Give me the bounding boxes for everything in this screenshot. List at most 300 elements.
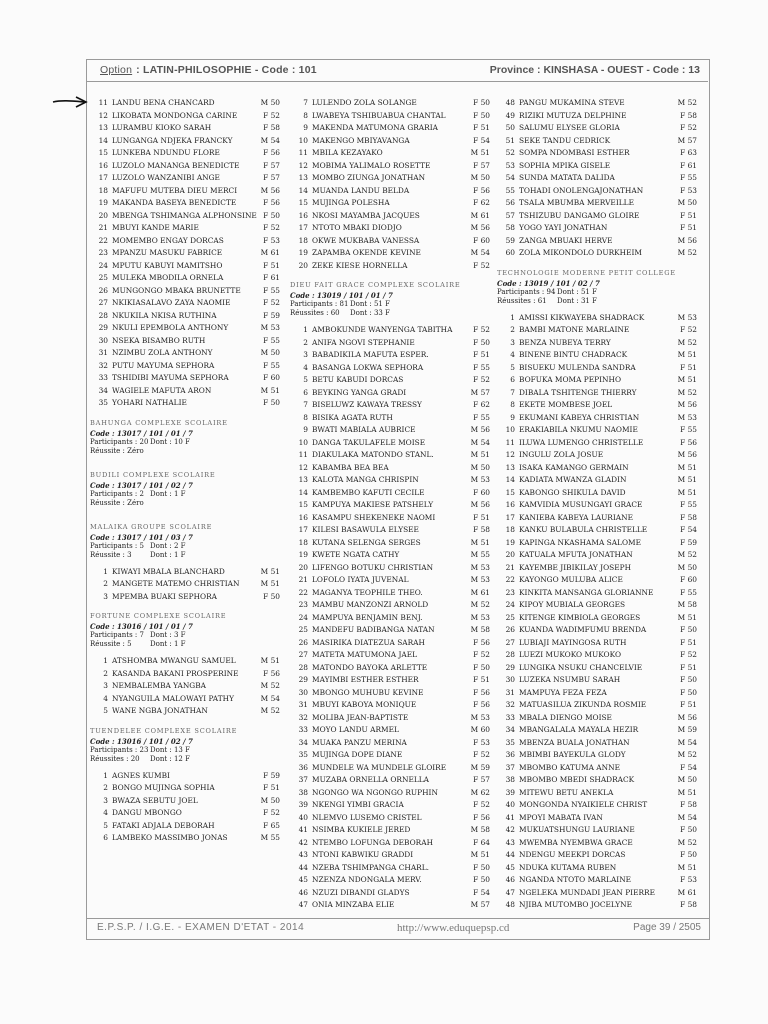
candidate-sex-score [473,135,490,148]
candidate-number: 35 [98,398,108,407]
candidate-sex: M [677,135,686,145]
candidate-sex: F [263,668,269,678]
candidate-sex-score [678,312,697,325]
candidate-name: BEYKING YANGA GRADI [312,387,407,397]
candidate-name: KANIEBA KABEYA LAURIANE [519,512,633,522]
candidate-sex-score [473,122,490,135]
candidate-row [497,724,697,737]
candidate-sex: F [473,325,479,334]
candidate-score: 58 [270,123,280,132]
candidate-number: 30 [98,335,108,345]
candidate-sex: M [677,248,686,257]
stats-count: Participants : 94 [497,287,556,296]
candidate-row [290,812,490,825]
candidate-row [290,724,490,737]
candidate-number: 7 [303,98,308,107]
candidate-sex: F [473,687,479,697]
candidate-score: 62 [480,198,490,207]
candidate-name: MPANZU MASUKU FABRICE [112,248,223,257]
candidate-number: 22 [505,575,515,584]
candidate-name: KABAMBA BEA BEA [312,462,389,472]
school-stats-line [90,631,280,640]
candidate-name: KADIATA MWANZA GLADIN [519,475,627,484]
candidate-score: 51 [480,850,490,859]
candidate-name: BAMBI MATONE MARLAINE [519,325,630,334]
candidate-sex-score [261,135,280,148]
candidate-sex-score [678,412,697,425]
candidate-sex: M [677,725,686,734]
stats-count: Participants : 2 [90,489,144,498]
candidate-sex: M [677,487,686,497]
candidate-score: 52 [687,123,697,132]
candidate-sex-score [471,437,490,450]
candidate-score: 53 [480,612,490,622]
candidate-number: 4 [103,693,108,703]
candidate-sex: M [470,612,479,622]
candidate-sex: M [470,462,479,472]
candidate-number: 21 [298,575,308,584]
candidate-score: 54 [687,762,697,772]
candidate-row [90,247,280,260]
candidate-sex: M [677,862,686,872]
candidate-sex: F [263,160,269,170]
candidate-name: LWABEYA TSHIBUABUA CHANTAL [312,110,446,120]
candidate-score: 54 [270,135,280,145]
candidate-sex: M [677,350,686,359]
candidate-sex: F [263,360,269,370]
candidate-sex: F [263,110,269,120]
candidate-row [290,699,490,712]
candidate-sex-score [263,122,280,135]
candidate-sex-score [678,387,697,400]
candidate-number: 8 [303,110,308,120]
candidate-name: TOHADI ONOLENGAJONATHAN [519,185,644,195]
candidate-sex: M [677,737,686,747]
candidate-name: MWEMBA NYEMBWA GRACE [519,837,633,847]
candidate-row [497,649,697,662]
candidate-sex: F [680,110,686,120]
candidate-sex: F [263,273,269,282]
candidate-score: 56 [687,712,697,722]
candidate-sex: M [470,210,479,220]
candidate-row [497,762,697,775]
candidate-sex: F [680,512,686,522]
candidate-row [290,687,490,700]
candidate-sex: M [677,462,686,472]
candidate-sex: F [473,185,479,195]
stats-count: Participants : 23 [90,745,149,754]
candidate-score: 55 [687,173,697,182]
candidate-sex: F [680,625,686,634]
candidate-name: NZUZI DIBANDI GLADYS [312,887,410,897]
candidate-sex: F [680,362,686,372]
candidate-score: 58 [687,600,697,609]
candidate-row [290,649,490,662]
candidate-number: 33 [98,373,108,382]
candidate-score: 51 [480,675,490,684]
candidate-sex-score [471,537,490,550]
candidate-name: LUBIAJI MAYINGOSA RUTH [519,637,627,647]
candidate-number: 13 [505,462,515,472]
candidate-sex-score [473,737,490,750]
candidate-number: 49 [505,110,515,120]
candidate-number: 32 [98,360,108,370]
candidate-score: 51 [270,656,280,665]
candidate-score: 51 [687,700,697,709]
candidate-number: 33 [505,712,515,722]
candidate-number: 5 [510,362,515,372]
candidate-name: MANGETE MATEMO CHRISTIAN [112,579,240,588]
candidate-score: 50 [270,795,280,805]
candidate-number: 11 [505,437,515,447]
candidate-row [290,412,490,425]
candidate-score: 55 [480,550,490,559]
candidate-number: 29 [98,323,108,332]
candidate-row [497,812,697,825]
stats-female-count: Dont : 12 F [150,754,190,763]
candidate-number: 13 [98,123,108,132]
candidate-sex-score [473,699,490,712]
candidate-score: 54 [687,525,697,534]
candidate-sex-score [473,874,490,887]
candidate-sex: F [473,675,479,684]
candidate-sex-score [263,310,280,323]
candidate-sex-score [678,724,697,737]
candidate-row [290,362,490,375]
candidate-score: 51 [270,566,280,576]
candidate-name: MAKENDA MATUMONA GRARIA [312,123,438,132]
candidate-score: 54 [480,887,490,897]
candidate-sex: F [680,662,686,672]
candidate-sex-score [680,799,697,812]
candidate-sex-score [471,787,490,800]
candidate-number: 29 [298,675,308,684]
candidate-row [90,372,280,385]
candidate-sex: M [677,887,686,897]
candidate-name: MPEMBA BUAKI SEPHORA [112,591,218,601]
candidate-sex: M [260,795,269,805]
candidate-row [290,737,490,750]
candidate-sex: F [680,875,686,884]
candidate-sex-score [473,674,490,687]
candidate-number: 53 [505,160,515,170]
candidate-name: AMBOKUNDE WANYENGA TABITHA [312,325,453,334]
candidate-score: 55 [687,500,697,509]
candidate-sex-score [473,235,490,248]
candidate-sex-score [473,349,490,362]
candidate-number: 50 [505,123,515,132]
candidate-score: 51 [270,260,280,270]
candidate-score: 51 [687,223,697,232]
candidate-sex: M [470,625,479,634]
candidate-row [497,412,697,425]
candidate-sex: M [677,337,686,347]
candidate-name: KILESI BASAWULA ELYSEE [312,525,419,534]
candidate-score: 61 [270,273,280,282]
results-column-1 [90,97,280,845]
candidate-number: 15 [298,500,308,509]
candidate-name: NZIMBU ZOLA ANTHONY [112,348,213,357]
candidate-score: 50 [687,775,697,784]
candidate-name: ILUWA LUMENGO CHRISTELLE [519,437,644,447]
candidate-name: MAKENGO MBIYAVANGA [312,135,410,145]
candidate-row [497,337,697,350]
candidate-number: 14 [505,475,515,484]
stats-count: Réussites : 60 [290,309,340,317]
candidate-number: 3 [103,591,108,601]
candidate-row [290,637,490,650]
school-code: Code : 13016 / 101 / 02 / 7 [90,736,193,746]
candidate-name: KIWAYI MBALA BLANCHARD [112,566,225,576]
candidate-name: MAMBU MANZONZI ARNOLD [312,600,429,609]
candidate-score: 52 [687,325,697,334]
candidate-row [90,655,280,668]
candidate-number: 20 [298,562,308,572]
candidate-sex: F [680,537,686,547]
candidate-sex: F [263,123,269,132]
candidate-row [497,324,697,337]
candidate-number: 21 [98,223,108,232]
candidate-score: 53 [270,323,280,332]
candidate-score: 58 [687,110,697,120]
candidate-sex-score [471,824,490,837]
candidate-row [497,887,697,900]
candidate-score: 53 [480,575,490,584]
candidate-name: MAKANDA BASEYA BENEDICTE [112,198,237,207]
candidate-name: BISUEKU MULENDA SANDRA [519,362,636,372]
candidate-score: 54 [480,437,490,447]
candidate-name: LURAMBU KIOKO SARAH [112,123,212,132]
candidate-score: 53 [687,185,697,195]
candidate-number: 2 [303,337,308,347]
candidate-name: LUZEKA NSUMBU SARAH [519,675,621,684]
stats-count: Réussite : 3 [90,550,132,559]
candidate-row [497,862,697,875]
candidate-sex-score [473,637,490,650]
candidate-sex-score [263,820,280,833]
results-column-2 [290,97,490,912]
candidate-sex: F [263,820,269,830]
candidate-row [290,899,490,912]
candidate-row [290,862,490,875]
candidate-score: 51 [687,375,697,384]
school-name: MALAIKA GROUPE SCOLAIRE [90,522,213,531]
candidate-score: 57 [270,173,280,182]
candidate-row [290,512,490,525]
candidate-row [290,97,490,110]
candidate-name: NLEMVO LUSEMO CRISTEL [312,812,422,822]
candidate-name: NSEKA BISAMBO RUTH [112,335,206,345]
candidate-sex: F [473,487,479,497]
candidate-sex-score [678,712,697,725]
candidate-number: 25 [505,612,515,622]
candidate-name: MPUTU KABUYI MAMITSHO [112,260,223,270]
stats-count: Participants : 7 [90,631,144,639]
candidate-score: 53 [480,562,490,572]
candidate-row [90,222,280,235]
stats-female-count: Dont : 1 F [150,489,186,498]
candidate-sex-score [473,812,490,825]
candidate-row [290,349,490,362]
candidate-row [90,668,280,681]
candidate-sex-score [471,210,490,223]
candidate-sex-score [680,699,697,712]
candidate-number: 30 [505,675,515,684]
candidate-number: 6 [103,833,108,842]
candidate-score: 51 [687,662,697,672]
candidate-score: 56 [480,637,490,647]
candidate-row [497,512,697,525]
candidate-score: 51 [687,787,697,797]
candidate-number: 12 [298,160,308,170]
stats-female-count: Dont : 3 F [150,631,186,639]
school-code: Code : 13016 / 101 / 01 / 7 [90,622,193,631]
candidate-name: MASIRIKA DIATEZUA SARAH [312,637,425,647]
candidate-number: 19 [298,248,308,257]
candidate-name: SUNDA MATATA DALIDA [519,173,615,182]
candidate-row [497,312,697,325]
candidate-row [90,185,280,198]
candidate-sex: F [473,123,479,132]
candidate-sex-score [261,795,280,808]
candidate-number: 2 [103,579,108,588]
candidate-sex-score [263,591,280,604]
school-stats-line [497,297,697,306]
candidate-sex-score [678,449,697,462]
candidate-sex-score [473,412,490,425]
candidate-row [90,97,280,110]
candidate-sex: M [260,185,269,195]
candidate-name: BISIKA AGATA RUTH [312,412,393,422]
candidate-name: MANDEFU BADIBANGA NATAN [312,625,435,634]
candidate-sex-score [263,235,280,248]
candidate-score: 52 [687,387,697,397]
candidate-sex-score [678,337,697,350]
candidate-row [497,474,697,487]
candidate-sex-score [473,185,490,198]
footer-url[interactable]: http://www.eduquepsp.cd [397,922,510,934]
candidate-score: 61 [687,887,697,897]
candidate-row [290,374,490,387]
candidate-score: 54 [687,737,697,747]
candidate-name: TSALA MBUMBA MERVEILLE [519,198,634,207]
candidate-sex: M [470,537,479,547]
candidate-score: 52 [270,298,280,307]
candidate-row [290,549,490,562]
candidate-sex-score [471,587,490,600]
candidate-sex: F [473,375,479,384]
candidate-row [90,335,280,348]
school-code: Code : 13017 / 101 / 02 / 7 [90,480,193,490]
candidate-name: YOGO YAYI JONATHAN [519,223,608,232]
candidate-row [497,110,697,123]
candidate-name: KAMVIDIA MUSUNGAYI GRACE [519,500,643,509]
candidate-name: DIBALA TSHITENGE THIERRY [519,387,637,397]
candidate-sex-score [473,512,490,525]
candidate-row [290,624,490,637]
candidate-number: 8 [510,400,515,409]
candidate-name: BWATI MABIALA AUBRICE [312,425,416,434]
candidate-score: 54 [480,135,490,145]
candidate-name: NGONGO WA NGONGO RUPHIN [312,787,438,797]
candidate-number: 45 [505,862,515,872]
candidate-score: 59 [270,770,280,780]
candidate-score: 59 [687,725,697,734]
candidate-score: 52 [270,808,280,817]
candidate-name: KANKU BULABULA CHRISTELLE [519,525,648,534]
candidate-sex: M [260,566,269,576]
candidate-row [497,537,697,550]
candidate-sex-score [263,807,280,820]
candidate-row [497,399,697,412]
candidate-sex-score [680,122,697,135]
candidate-sex: F [680,123,686,132]
candidate-row [90,705,280,718]
candidate-sex-score [471,562,490,575]
candidate-name: ERAKIABILA NKUMU NAOMIE [519,425,638,434]
school-stats-line [90,640,280,649]
candidate-number: 16 [505,500,515,509]
candidate-score: 51 [480,512,490,522]
candidate-sex: F [263,298,269,307]
candidate-sex: F [680,800,686,809]
candidate-sex-score [678,462,697,475]
candidate-sex-score [473,662,490,675]
candidate-score: 50 [480,462,490,472]
candidate-row [290,110,490,123]
candidate-number: 1 [103,770,108,780]
candidate-row [497,524,697,537]
candidate-name: MUJINGA POLESHA [312,198,390,207]
candidate-sex: M [677,412,686,422]
candidate-sex: F [473,750,479,759]
candidate-sex: M [677,837,686,847]
candidate-sex: M [260,706,269,715]
candidate-name: KABONGO SHIKULA DAVID [519,487,626,497]
candidate-number: 17 [298,223,308,232]
candidate-sex-score [678,487,697,500]
candidate-row [290,235,490,248]
candidate-name: NKENGI YIMBI GRACIA [312,800,404,809]
candidate-name: ISAKA KAMANGO GERMAIN [519,462,629,472]
school-stats-line [90,499,280,508]
candidate-sex: M [260,385,269,395]
candidate-score: 62 [480,400,490,409]
candidate-name: MBIMBI BAYEKULA GLODY [519,750,626,759]
candidate-sex: F [473,362,479,372]
candidate-number: 4 [510,350,515,359]
candidate-row [497,737,697,750]
candidate-row [497,549,697,562]
candidate-row [497,637,697,650]
candidate-name: YOHARI NATHALIE [112,398,187,407]
candidate-number: 48 [505,900,515,909]
candidate-name: ANIFA NGOVI STEPHANIE [312,337,415,347]
candidate-number: 28 [298,662,308,672]
candidate-name: LANDU BENA CHANCARD [112,98,215,107]
candidate-name: MOLIBA JEAN-BAPTISTE [312,712,409,722]
candidate-row [290,222,490,235]
candidate-number: 3 [103,795,108,805]
candidate-sex-score [261,705,280,718]
candidate-sex-score [678,812,697,825]
candidate-sex: F [263,198,269,207]
candidate-row [290,172,490,185]
candidate-score: 56 [480,812,490,822]
candidate-name: AGNES KUMBI [112,770,170,780]
candidate-name: MBONGO MUHUBU KEVINE [312,687,424,697]
candidate-number: 45 [298,875,308,884]
